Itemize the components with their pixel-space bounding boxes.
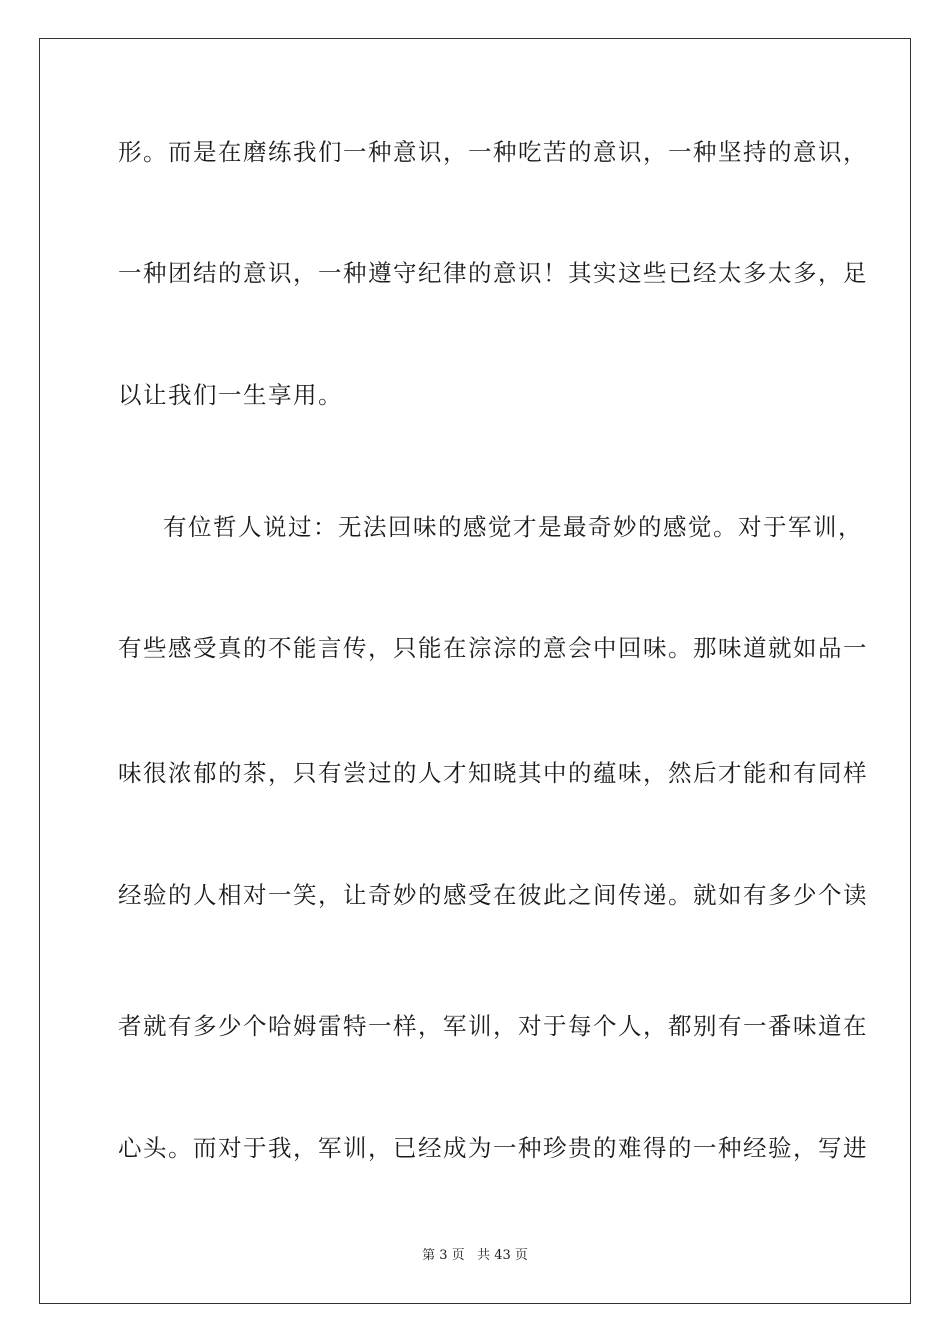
body-text-line: 心头。而对于我，军训，已经成为一种珍贵的难得的一种经验，写进: [118, 1134, 868, 1162]
page-number-footer: 第 3 页 共 43 页: [422, 1248, 528, 1263]
body-text-line: 者就有多少个哈姆雷特一样，军训，对于每个人，都别有一番味道在: [118, 1012, 868, 1040]
paragraph-first-line: 有位哲人说过：无法回味的感觉才是最奇妙的感觉。对于军训，: [163, 513, 863, 541]
body-text-line: 味很浓郁的茶，只有尝过的人才知晓其中的蕴味，然后才能和有同样: [118, 759, 868, 787]
body-text-line: 经验的人相对一笑，让奇妙的感受在彼此之间传递。就如有多少个读: [118, 881, 868, 909]
body-text-line: 以让我们一生享用。: [118, 381, 343, 409]
body-text-line: 有些感受真的不能言传，只能在淙淙的意会中回味。那味道就如品一: [118, 634, 868, 662]
page-border: [39, 38, 911, 1304]
body-text-line: 形。而是在磨练我们一种意识，一种吃苦的意识，一种坚持的意识，: [118, 138, 868, 166]
body-text-line: 一种团结的意识，一种遵守纪律的意识！其实这些已经太多太多，足: [118, 259, 868, 287]
